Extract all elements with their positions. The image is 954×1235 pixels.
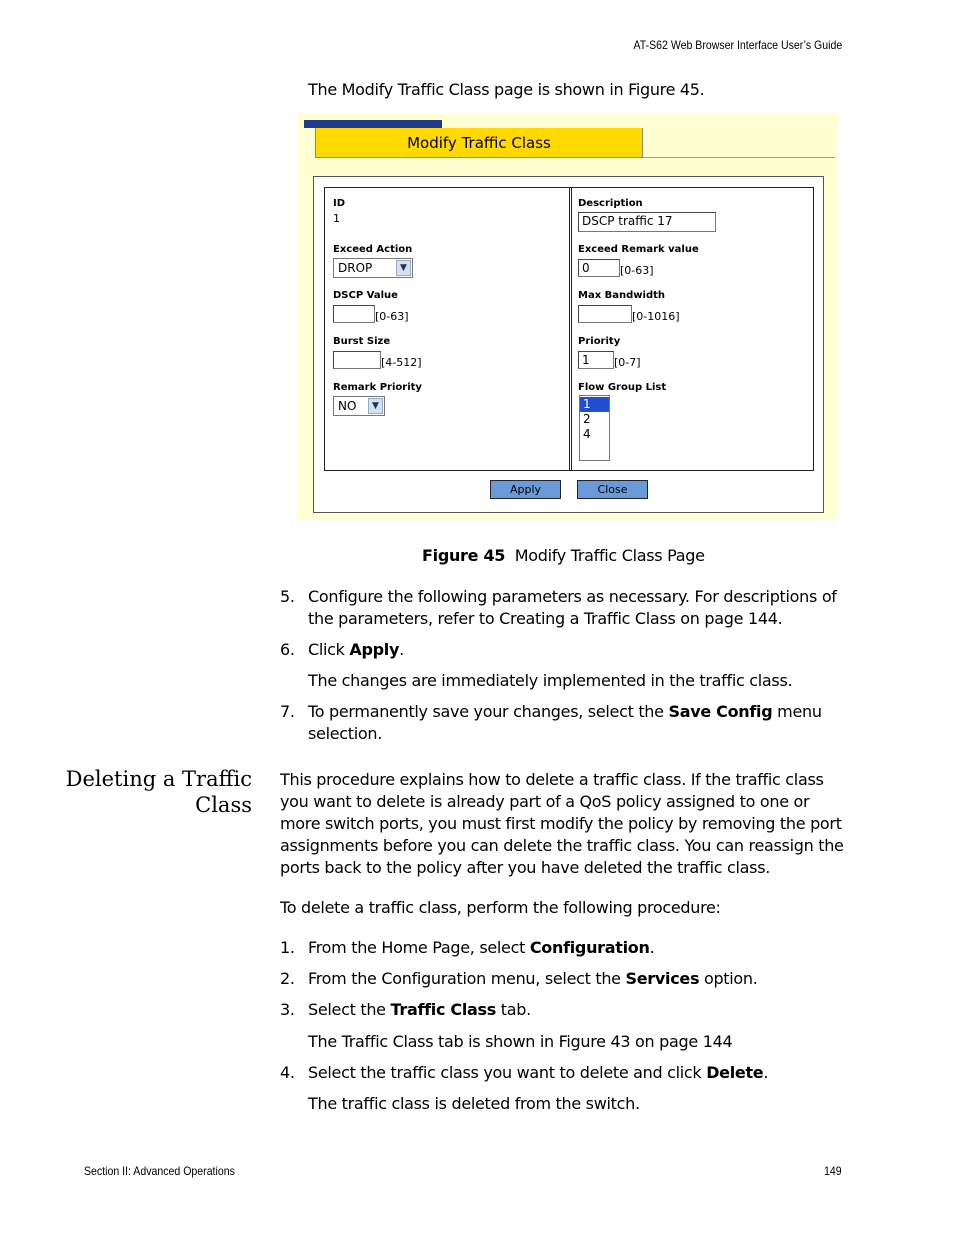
column-divider [569,187,570,471]
priority-range: [0-7] [614,356,641,369]
caption-text: Modify Traffic Class Page [514,546,705,565]
section-paragraph: This procedure explains how to delete a traffic class. If the traffic class you want to delete is already part of a QoS policy assigned to one or more switch ports, you must first modify the policy by removing the port assignments before you can delete the traffic class. You can reassign the ports back to the policy after you have deleted the traffic class. [280,770,844,877]
max-bandwidth-input[interactable] [578,305,632,323]
step-number: 1. [280,938,295,957]
page-number: 149 [824,1164,842,1178]
exceed-action-select[interactable] [333,258,413,278]
column-divider [571,187,572,471]
apply-button[interactable]: Apply [490,480,561,499]
remark-priority-label: Remark Priority [333,382,422,393]
burst-range: [4-512] [381,356,422,369]
exceed-remark-input[interactable]: 0 [578,259,620,277]
figure-screenshot [298,114,838,520]
max-bandwidth-label: Max Bandwidth [578,290,666,301]
priority-input[interactable]: 1 [578,351,614,369]
caption-number: Figure 45 [422,546,506,565]
step-3-note: The Traffic Class tab is shown in Figure 43 on page 144 [308,1032,733,1051]
tab-rule [643,157,835,158]
exceed-action-value: DROP [338,261,373,275]
burst-size-label: Burst Size [333,336,391,347]
step-2-text: From the Configuration menu, select the Services option. [308,969,758,988]
tab-strip [304,120,442,128]
dscp-value-input[interactable] [333,305,375,323]
chevron-down-icon: ▼ [368,398,383,414]
remark-priority-value: NO [338,399,357,413]
flow-group-label: Flow Group List [578,382,667,393]
exceed-action-label: Exceed Action [333,244,413,255]
close-button[interactable]: Close [577,480,648,499]
priority-label: Priority [578,336,621,347]
step-number: 5. [280,587,295,606]
description-label: Description [578,198,643,209]
step-1-text: From the Home Page, select Configuration. [308,938,655,957]
step-5-text: Configure the following parameters as necessary. For descriptions of the parameters, refer to Creating a Traffic Class on page 144. [308,587,837,628]
remark-priority-select[interactable] [333,396,385,416]
footer-section: Section II: Advanced Operations [84,1164,235,1178]
step-number: 3. [280,1000,295,1019]
exceed-remark-range: [0-63] [620,264,654,277]
list-item[interactable]: 2 [583,412,591,426]
id-value: 1 [333,212,340,225]
step-number: 6. [280,640,295,659]
procedure-intro: To delete a traffic class, perform the following procedure: [280,898,721,917]
step-6-note: The changes are immediately implemented in the traffic class. [308,671,793,690]
step-7-text: To permanently save your changes, select the Save Config menu selection. [308,702,822,743]
step-4-note: The traffic class is deleted from the switch. [308,1094,640,1113]
description-input[interactable]: DSCP traffic 17 [578,212,716,232]
max-bandwidth-range: [0-1016] [632,310,680,323]
dscp-value-label: DSCP Value [333,290,398,301]
step-number: 7. [280,702,295,721]
id-label: ID [333,198,346,209]
dscp-range: [0-63] [375,310,409,323]
step-3-text: Select the Traffic Class tab. [308,1000,531,1019]
step-4-text: Select the traffic class you want to delete and click Delete. [308,1063,769,1082]
intro-text: The Modify Traffic Class page is shown in Figure 45. [308,80,705,99]
section-heading: Deleting a Traffic Class [65,767,252,817]
list-item[interactable]: 1 [580,397,609,412]
chevron-down-icon: ▼ [396,260,411,276]
tab-modify-traffic-class[interactable]: Modify Traffic Class [315,128,643,158]
list-item[interactable]: 4 [583,427,591,441]
flow-group-listbox[interactable] [579,395,610,461]
step-number: 4. [280,1063,295,1082]
exceed-remark-label: Exceed Remark value [578,244,699,255]
running-header: AT-S62 Web Browser Interface User’s Guide [633,38,842,52]
burst-size-input[interactable] [333,351,381,369]
figure-caption [422,545,705,567]
step-6-text: Click Apply. [308,640,404,659]
step-number: 2. [280,969,295,988]
